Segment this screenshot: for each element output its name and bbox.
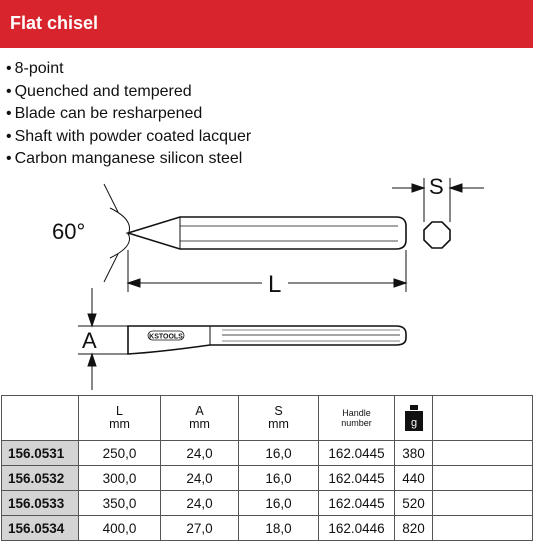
octagon-profile — [424, 222, 450, 248]
weight-icon-label: g — [410, 417, 417, 429]
cell-size: 16,0 — [239, 441, 319, 466]
cell-handle: 162.0446 — [319, 516, 395, 541]
cell-blank — [433, 441, 533, 466]
cell-width: 27,0 — [161, 516, 239, 541]
cell-length: 250,0 — [79, 441, 161, 466]
cell-weight: 440 — [395, 466, 433, 491]
table-header-row — [2, 396, 533, 441]
feature-item: • 8-point — [6, 58, 251, 81]
cell-weight: 380 — [395, 441, 433, 466]
cell-blank — [433, 516, 533, 541]
article-number: 156.0533 — [2, 491, 79, 516]
column-header-width: A mm — [161, 396, 239, 441]
width-label: A — [82, 328, 97, 353]
cell-size: 16,0 — [239, 491, 319, 516]
brand-logo-text: KSTOOLS — [149, 333, 183, 341]
length-label: L — [268, 271, 282, 298]
column-header-length: L mm — [79, 396, 161, 441]
size-label: S — [429, 174, 444, 199]
chisel-side-view — [128, 217, 406, 249]
cell-width: 24,0 — [161, 466, 239, 491]
cell-length: 350,0 — [79, 491, 161, 516]
feature-item: • Quenched and tempered — [6, 81, 251, 104]
page-title: Flat chisel — [10, 13, 99, 33]
cell-size: 16,0 — [239, 466, 319, 491]
cell-handle: 162.0445 — [319, 466, 395, 491]
cell-weight: 820 — [395, 516, 433, 541]
feature-item: • Blade can be resharpened — [6, 103, 251, 126]
table-row — [2, 441, 533, 466]
feature-item: • Shaft with powder coated lacquer — [6, 126, 251, 149]
cell-length: 300,0 — [79, 466, 161, 491]
table-row — [2, 466, 533, 491]
cell-length: 400,0 — [79, 516, 161, 541]
column-header-size: S mm — [239, 396, 319, 441]
article-number: 156.0531 — [2, 441, 79, 466]
cell-weight: 520 — [395, 491, 433, 516]
length-dimension — [128, 250, 406, 292]
cell-handle: 162.0445 — [319, 491, 395, 516]
column-header-handle: Handle number — [319, 396, 395, 441]
brand-logo — [148, 331, 184, 341]
spec-table — [1, 395, 533, 541]
cell-handle: 162.0445 — [319, 441, 395, 466]
cell-blank — [433, 491, 533, 516]
column-header-blank — [433, 396, 533, 441]
weight-icon — [404, 405, 424, 431]
feature-item: • Carbon manganese silicon steel — [6, 148, 251, 171]
article-number: 156.0534 — [2, 516, 79, 541]
column-header-weight — [395, 396, 433, 441]
angle-label: 60° — [52, 219, 86, 244]
cell-size: 18,0 — [239, 516, 319, 541]
cell-width: 24,0 — [161, 441, 239, 466]
table-row — [2, 491, 533, 516]
cell-width: 24,0 — [161, 491, 239, 516]
column-header-article — [2, 396, 79, 441]
table-row — [2, 516, 533, 541]
cell-blank — [433, 466, 533, 491]
article-number: 156.0532 — [2, 466, 79, 491]
